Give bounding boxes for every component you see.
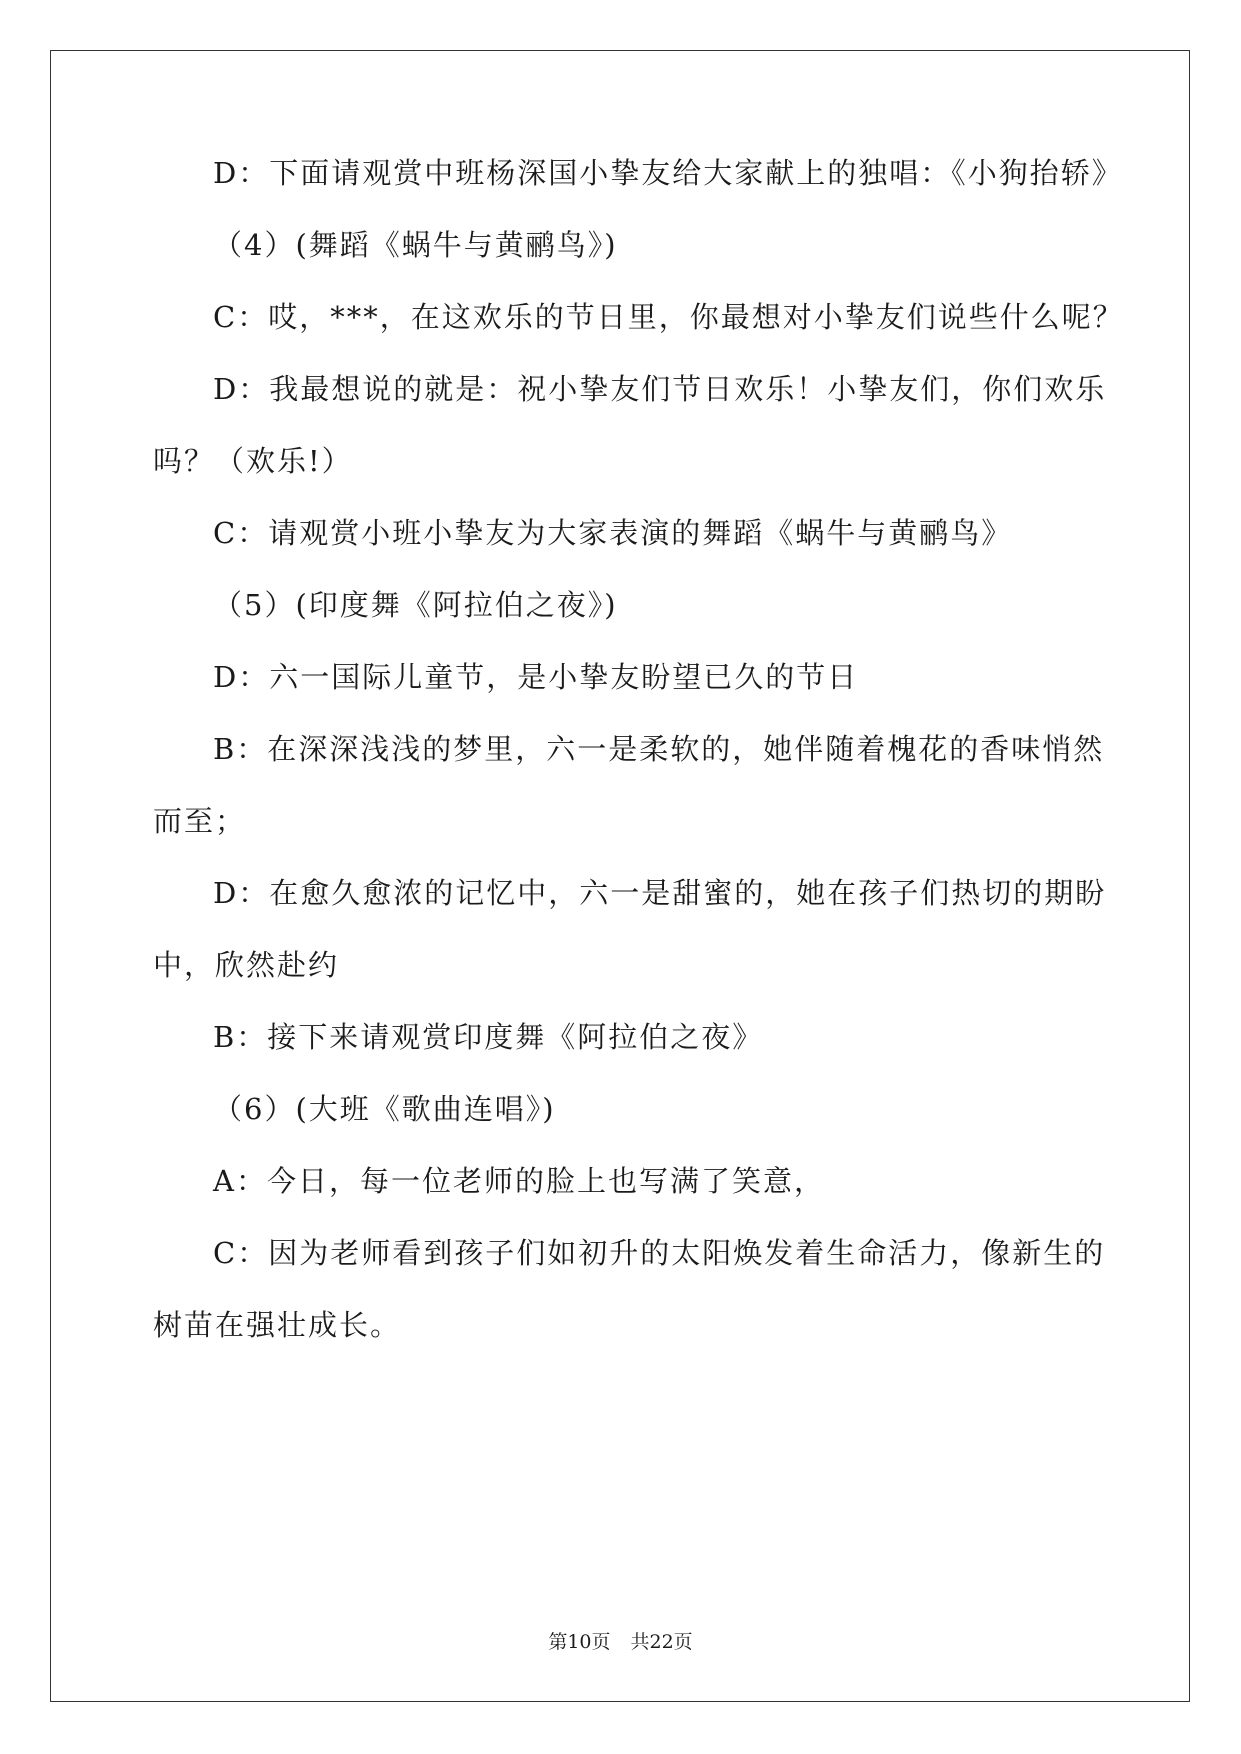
section-heading: （5）(印度舞《阿拉伯之夜》) (213, 588, 618, 622)
paragraph-line: D：我最想说的就是：祝小挚友们节日欢乐！小挚友们，你们欢乐 (213, 372, 1107, 406)
paragraph-line: D：下面请观赏中班杨深国小挚友给大家献上的独唱：《小狗抬轿》 (213, 156, 1123, 190)
page-number: 第10页 (548, 1631, 611, 1653)
paragraph-line: D：六一国际儿童节，是小挚友盼望已久的节日 (213, 660, 859, 694)
paragraph-line: D：在愈久愈浓的记忆中，六一是甜蜜的，她在孩子们热切的期盼 (213, 876, 1107, 910)
paragraph-line: 吗？（欢乐!） (153, 444, 353, 478)
section-heading: （4）(舞蹈《蜗牛与黄鹂鸟》) (213, 228, 618, 262)
paragraph-line: B：在深深浅浅的梦里，六一是柔软的，她伴随着槐花的香味悄然 (213, 732, 1105, 766)
paragraph-line: 中，欣然赴约 (153, 948, 340, 982)
page-total: 共22页 (630, 1631, 693, 1653)
paragraph-line: C：哎，***，在这欢乐的节日里，你最想对小挚友们说些什么呢？ (213, 300, 1124, 334)
page-footer (0, 1630, 1241, 1654)
paragraph-line: 树苗在强壮成长。 (153, 1308, 402, 1342)
paragraph-line: C：因为老师看到孩子们如初升的太阳焕发着生命活力，像新生的 (213, 1236, 1106, 1270)
paragraph-line: C：请观赏小班小挚友为大家表演的舞蹈《蜗牛与黄鹂鸟》 (213, 516, 1013, 550)
paragraph-line: A：今日，每一位老师的脸上也写满了笑意， (213, 1164, 825, 1198)
section-heading: （6）(大班《歌曲连唱》) (213, 1092, 556, 1126)
paragraph-line: 而至； (153, 804, 247, 838)
paragraph-line: B：接下来请观赏印度舞《阿拉伯之夜》 (213, 1020, 764, 1054)
